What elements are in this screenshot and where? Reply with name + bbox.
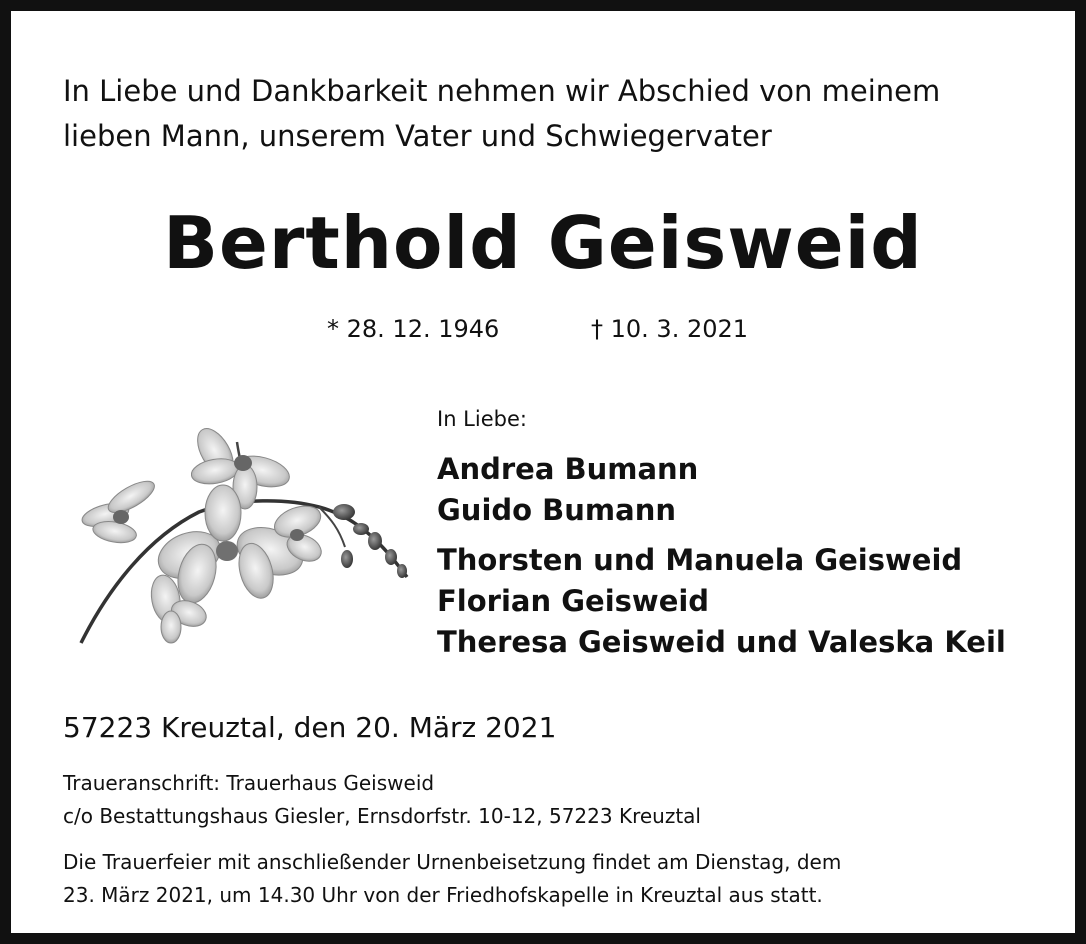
mourner-name: Andrea Bumann [437,452,699,486]
birth-date: * 28. 12. 1946 [327,315,500,343]
intro-line-2: lieben Mann, unserem Vater und Schwiegervater [63,119,772,153]
address-line-1: Traueranschrift: Trauerhaus Geisweid [63,771,435,795]
mourner-name: Theresa Geisweid und Valeska Keil [437,625,1006,659]
mourners-heading: In Liebe: [437,407,527,431]
mourners-list [437,449,1006,663]
orchid-icon [69,407,429,647]
ceremony-line-2: 23. März 2021, um 14.30 Uhr von der Friedhofskapelle in Kreuztal aus statt. [63,883,823,907]
intro-line-1: In Liebe und Dankbarkeit nehmen wir Abschied von meinem [63,74,941,108]
address-line-2: c/o Bestattungshaus Giesler, Ernsdorfstr. 10-12, 57223 Kreuztal [63,804,701,828]
death-date: † 10. 3. 2021 [591,315,749,343]
mourner-name: Thorsten und Manuela Geisweid [437,543,963,577]
mourning-address [63,767,701,833]
deceased-name: Berthold Geisweid [163,201,923,285]
intro-text [63,69,1053,159]
mourner-name: Guido Bumann [437,493,676,527]
ceremony-line-1: Die Trauerfeier mit anschließender Urnenbeisetzung findet am Dienstag, dem [63,850,842,874]
place-and-date: 57223 Kreuztal, den 20. März 2021 [63,711,557,744]
mourner-name: Florian Geisweid [437,584,710,618]
ceremony-info [63,846,1053,912]
